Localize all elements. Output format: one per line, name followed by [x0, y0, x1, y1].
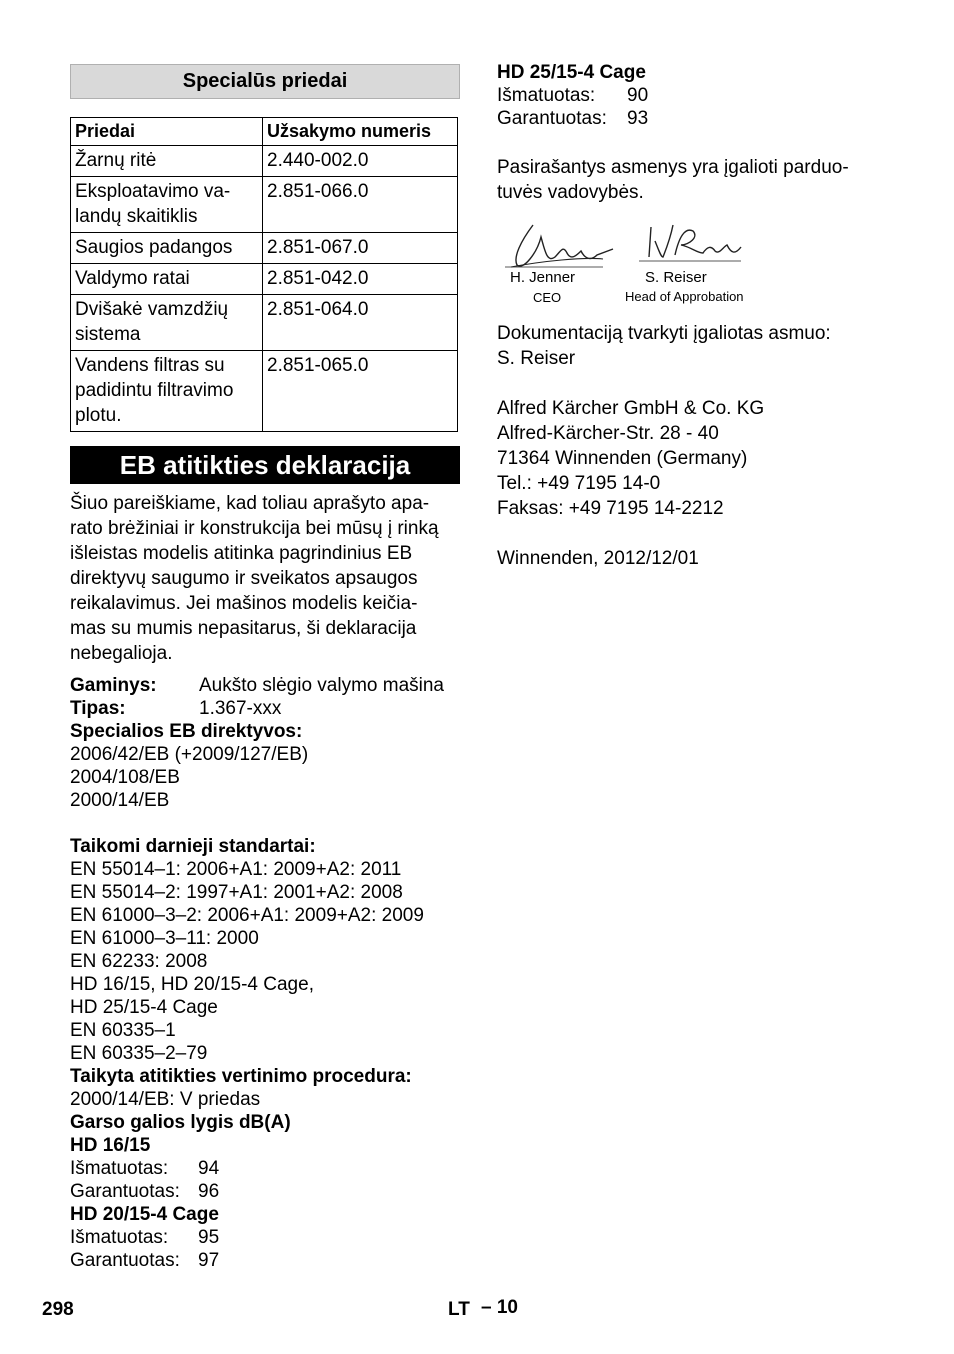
accessories-heading: Specialūs priedai	[70, 64, 460, 99]
declaration-intro: Šiuo pareiškiame, kad toliau aprašyto apa- rato brėžiniai ir konstrukcija bei mūsų į rinką išleistas modelis atitinka pagrindinius EB direktyvų saugumo ir sveikatos apsaugos reikalavimus. Jei mašinos modelis keičia- mas su mumis nepasitarus, ši deklaracija nebegalioja.	[70, 493, 439, 664]
standard-item: EN 55014–2: 1997+A1: 2001+A2: 2008	[70, 882, 403, 903]
order-number: 2.851-065.0	[263, 351, 458, 432]
measured-label: Išmatuotas:	[70, 1158, 169, 1179]
guaranteed-label: Garantuotas:	[497, 108, 607, 129]
accessory-name: Eksploatavimo va- landų skaitiklis	[71, 177, 263, 233]
standard-item: HD 16/15, HD 20/15-4 Cage,	[70, 974, 314, 995]
directives-block	[70, 720, 460, 812]
signature-name-1: H. Jenner	[510, 269, 576, 286]
guaranteed-value: 93	[627, 108, 649, 129]
directive-item: 2000/14/EB	[70, 790, 170, 811]
noise-model-1	[70, 1134, 460, 1203]
order-number: 2.851-066.0	[263, 177, 458, 233]
procedure-label: Taikyta atitikties vertinimo procedura:	[70, 1066, 412, 1087]
model-name: HD 25/15-4 Cage	[497, 62, 646, 83]
standard-item: EN 61000–3–11: 2000	[70, 928, 259, 949]
type-value: 1.367-xxx	[199, 698, 282, 719]
order-number: 2.851-042.0	[263, 264, 458, 295]
accessory-name: Dvišakė vamzdžių sistema	[71, 295, 263, 351]
accessory-name: Žarnų ritė	[71, 146, 263, 177]
product-label: Gaminys:	[70, 675, 157, 696]
left-column	[70, 64, 460, 1272]
table-row	[71, 351, 458, 432]
standard-item: EN 55014–1: 2006+A1: 2009+A2: 2011	[70, 859, 402, 880]
product-info	[70, 674, 460, 720]
type-row	[70, 697, 460, 720]
declaration-heading: EB atitikties deklaracija	[70, 446, 460, 484]
company-line: 71364 Winnenden (Germany)	[497, 448, 748, 469]
table-row	[71, 295, 458, 351]
guaranteed-value: 97	[198, 1250, 220, 1271]
guaranteed-value: 96	[198, 1181, 220, 1202]
directive-item: 2004/108/EB	[70, 767, 180, 788]
company-line: Alfred-Kärcher-Str. 28 - 40	[497, 423, 719, 444]
signature-name-2: S. Reiser	[645, 269, 707, 286]
measured-label: Išmatuotas:	[497, 85, 596, 106]
signature-role-2: Head of Approbation	[625, 289, 744, 304]
noise-model-3	[497, 61, 897, 130]
standards-block	[70, 835, 460, 1134]
table-row	[71, 146, 458, 177]
signatories-note: Pasirašantys asmenys yra įgalioti parduo- tuvės vadovybės.	[497, 157, 849, 203]
company-address	[497, 396, 897, 521]
guaranteed-label: Garantuotas:	[70, 1250, 180, 1271]
model-name: HD 20/15-4 Cage	[70, 1204, 219, 1225]
column-header-number: Užsakymo numeris	[263, 118, 458, 146]
procedure-value: 2000/14/EB: V priedas	[70, 1089, 261, 1110]
order-number: 2.851-064.0	[263, 295, 458, 351]
section-page: – 10	[481, 1297, 518, 1318]
page-number: 298	[42, 1299, 74, 1320]
order-number: 2.440-002.0	[263, 146, 458, 177]
standard-item: HD 25/15-4 Cage	[70, 997, 218, 1018]
table-row	[71, 264, 458, 295]
directive-item: 2006/42/EB (+2009/127/EB)	[70, 744, 309, 765]
accessory-name: Vandens filtras su padidintu filtravimo plotu.	[71, 351, 263, 432]
measured-value: 95	[198, 1227, 220, 1248]
signature-role-1: CEO	[533, 290, 562, 305]
accessory-name: Valdymo ratai	[71, 264, 263, 295]
signatures	[497, 217, 897, 307]
measured-value: 90	[627, 85, 649, 106]
company-line: Faksas: +49 7195 14-2212	[497, 498, 724, 519]
model-name: HD 16/15	[70, 1135, 151, 1156]
standard-item: EN 60335–1	[70, 1020, 176, 1041]
product-row	[70, 674, 460, 697]
noise-label: Garso galios lygis dB(A)	[70, 1112, 291, 1133]
standard-item: EN 62233: 2008	[70, 951, 208, 972]
noise-model-2	[70, 1203, 460, 1272]
type-label: Tipas:	[70, 698, 126, 719]
column-header-name: Priedai	[71, 118, 263, 146]
table-row	[71, 233, 458, 264]
table-header-row	[71, 118, 458, 146]
right-column	[497, 61, 897, 571]
directives-label: Specialios EB direktyvos:	[70, 721, 303, 742]
standard-item: EN 61000–3–2: 2006+A1: 2009+A2: 2009	[70, 905, 424, 926]
measured-label: Išmatuotas:	[70, 1227, 169, 1248]
company-line: Tel.: +49 7195 14-0	[497, 473, 661, 494]
order-number: 2.851-067.0	[263, 233, 458, 264]
accessory-name: Saugios padangos	[71, 233, 263, 264]
accessories-table	[70, 117, 458, 432]
measured-value: 94	[198, 1158, 220, 1179]
product-value: Aukšto slėgio valymo mašina	[199, 675, 444, 696]
place-date: Winnenden, 2012/12/01	[497, 548, 699, 569]
documentation-authorized: Dokumentaciją tvarkyti įgaliotas asmuo: S. Reiser	[497, 323, 831, 369]
company-line: Alfred Kärcher GmbH & Co. KG	[497, 398, 765, 419]
standard-item: EN 60335–2–79	[70, 1043, 208, 1064]
table-row	[71, 177, 458, 233]
standards-label: Taikomi darnieji standartai:	[70, 836, 316, 857]
guaranteed-label: Garantuotas:	[70, 1181, 180, 1202]
language-code: LT	[448, 1299, 470, 1320]
